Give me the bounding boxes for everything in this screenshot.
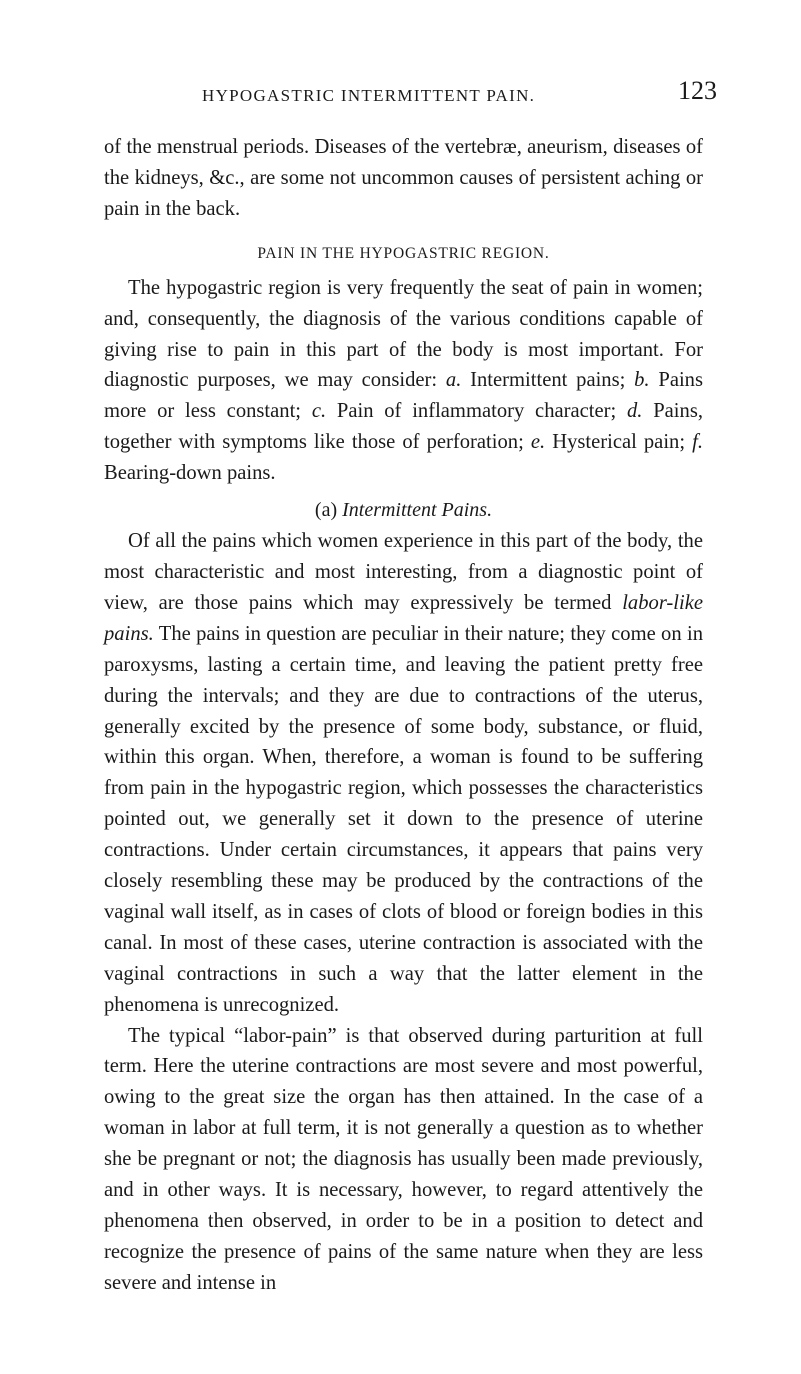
enumeration-letter: b.: [634, 369, 650, 392]
running-title: HYPOGASTRIC INTERMITTENT PAIN.: [202, 86, 536, 105]
enumeration-letter: f.: [692, 431, 703, 454]
section-heading: PAIN IN THE HYPOGASTRIC REGION.: [257, 244, 550, 262]
page-number: 123: [678, 76, 717, 105]
subheading-marker: (a): [314, 499, 338, 522]
running-head: [104, 76, 717, 120]
paragraph-hypogastric-region: [104, 273, 703, 489]
enumeration-letter: a.: [445, 369, 462, 392]
subheading-title: Intermittent Pains.: [342, 499, 493, 522]
paragraph-text: The hypogastric region is very frequently the seat of pain in women; and, consequently, the diagnosis of the various conditions capable of giving rise to pain in this part of the body is most important. For diagnostic purposes, we may consider:: [104, 276, 703, 392]
paragraph-text: Bearing-down pains.: [104, 462, 276, 485]
enumeration-letter: e.: [530, 431, 546, 454]
paragraph-text: Pains more or less constant;: [104, 369, 703, 423]
paragraph-text: Hysterical pain;: [545, 431, 693, 454]
paragraph-continuation: of the menstrual periods. Diseases of the vertebræ, aneurism, diseases of the kidneys, &c., are some not uncommon causes of persistent aching or pain in the back.: [104, 136, 703, 220]
italic-term: labor-like pains.: [104, 591, 703, 645]
subheading-intermittent-pains: [104, 499, 703, 522]
paragraph-text: Pain of inflammatory character;: [326, 400, 627, 423]
paragraph-text: Pains, together with symptoms like those of perforation;: [104, 400, 703, 454]
paragraph-labor-like-pains: [104, 526, 703, 1021]
paragraph-text: Of all the pains which women experience in this part of the body, the most characteristic and most interesting, from a diagnostic point of view, are those pains which may expressively be termed: [104, 530, 703, 614]
enumeration-letter: c.: [311, 400, 327, 423]
paragraph-text: Intermittent pains;: [461, 369, 635, 392]
paragraph-text: The pains in question are peculiar in their nature; they come on in paroxysms, lasting a certain time, and leaving the patient pretty free during the intervals; and they are due to contractions of the uterus, generally excited by the presence of some body, substance, or fluid, within this organ. When, therefore, a woman is found to be suffering from pain in the hypogastric region, which possesses the characteristics pointed out, we generally set it down to the presence of uterine contractions. Under certain circumstances, it appears that pains very closely resembling these may be produced by the contractions of the vaginal wall itself, as in cases of clots of blood or foreign bodies in this canal. In most of these cases, uterine contraction is associated with the vaginal contractions in such a way that the latter element in the phenomena is unrecognized.: [104, 622, 703, 1016]
enumeration-letter: d.: [626, 400, 643, 423]
paragraph-typical-labor-pain: The typical “labor-pain” is that observed during parturition at full term. Here the uterine contractions are most severe and most powerful, owing to the great size the organ has then attained. In the case of a woman in labor at full term, it is not generally a question as to whether she be pregnant or not; the diagnosis has usually been made previously, and in other ways. It is necessary, however, to regard attentively the phenomena then observed, in order to be in a position to detect and recognize the presence of pains of the same nature when they are less severe and intense in: [104, 1024, 703, 1294]
book-page: [0, 76, 801, 1374]
